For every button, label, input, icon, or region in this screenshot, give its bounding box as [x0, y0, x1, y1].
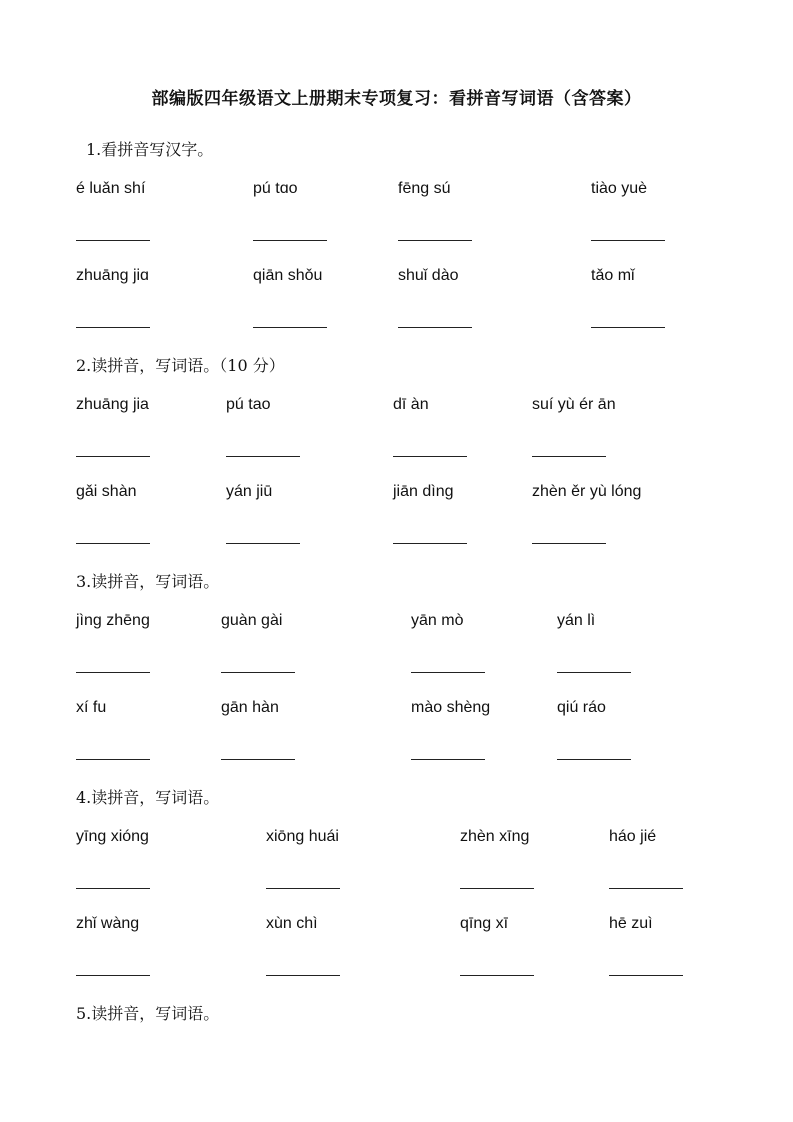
pinyin-item: mào shèng	[411, 699, 491, 716]
answer-blank[interactable]	[557, 759, 631, 760]
answer-blank[interactable]	[557, 672, 631, 673]
pinyin-item: suí yù ér ān	[532, 396, 616, 413]
pinyin-item: qīng xī	[460, 915, 509, 932]
pinyin-item: tiào yuè	[591, 180, 648, 197]
answer-blank[interactable]	[76, 327, 150, 328]
answer-blank[interactable]	[398, 327, 472, 328]
pinyin-item: xí fu	[76, 699, 107, 716]
answer-blank[interactable]	[76, 672, 150, 673]
pinyin-item: yán jiū	[226, 483, 273, 500]
pinyin-item: yān mò	[411, 612, 464, 629]
pinyin-item: gǎi shàn	[76, 483, 137, 500]
pinyin-item: pú tao	[226, 396, 271, 413]
answer-blank[interactable]	[221, 759, 295, 760]
answer-blank[interactable]	[460, 975, 534, 976]
section-2-heading: 2.读拼音，写词语。（10 分）	[76, 356, 285, 375]
answer-blank[interactable]	[76, 240, 150, 241]
pinyin-item: xiōng huái	[266, 828, 339, 845]
pinyin-item: yīng xióng	[76, 828, 149, 845]
pinyin-item: fēng sú	[398, 180, 451, 197]
answer-blank[interactable]	[76, 975, 150, 976]
pinyin-item: tǎo mǐ	[591, 267, 635, 284]
pinyin-item: yán lì	[557, 612, 596, 629]
answer-blank[interactable]	[253, 327, 327, 328]
answer-blank[interactable]	[532, 456, 606, 457]
pinyin-item: é luǎn shí	[76, 180, 146, 197]
pinyin-item: zhèn ěr yù lóng	[532, 483, 642, 500]
answer-blank[interactable]	[76, 888, 150, 889]
section-4-heading: 4.读拼音，写词语。	[76, 788, 220, 807]
answer-blank[interactable]	[266, 975, 340, 976]
section-3-heading: 3.读拼音，写词语。	[76, 572, 220, 591]
answer-blank[interactable]	[411, 672, 485, 673]
answer-blank[interactable]	[226, 456, 300, 457]
pinyin-item: zhuāng jiɑ	[76, 267, 149, 284]
pinyin-item: dī àn	[393, 396, 429, 413]
answer-blank[interactable]	[609, 975, 683, 976]
pinyin-item: pú tɑo	[253, 180, 298, 197]
pinyin-item: gān hàn	[221, 699, 279, 716]
pinyin-item: zhǐ wàng	[76, 915, 140, 932]
answer-blank[interactable]	[393, 456, 467, 457]
pinyin-item: qiān shǒu	[253, 267, 323, 284]
section-5-heading: 5.读拼音，写词语。	[76, 1004, 220, 1023]
answer-blank[interactable]	[411, 759, 485, 760]
answer-blank[interactable]	[253, 240, 327, 241]
pinyin-item: háo jié	[609, 828, 657, 845]
pinyin-item: jiān dìng	[393, 483, 454, 500]
answer-blank[interactable]	[609, 888, 683, 889]
pinyin-item: zhuāng jia	[76, 396, 149, 413]
answer-blank[interactable]	[76, 543, 150, 544]
pinyin-item: xùn chì	[266, 915, 318, 932]
section-1-heading: 1.看拼音写汉字。	[86, 140, 214, 159]
answer-blank[interactable]	[591, 327, 665, 328]
answer-blank[interactable]	[591, 240, 665, 241]
pinyin-item: zhèn xīng	[460, 828, 530, 845]
answer-blank[interactable]	[393, 543, 467, 544]
answer-blank[interactable]	[398, 240, 472, 241]
document-title: 部编版四年级语文上册期末专项复习：看拼音写词语（含答案）	[151, 89, 642, 109]
answer-blank[interactable]	[460, 888, 534, 889]
pinyin-item: qiú ráo	[557, 699, 606, 716]
answer-blank[interactable]	[532, 543, 606, 544]
answer-blank[interactable]	[76, 759, 150, 760]
answer-blank[interactable]	[221, 672, 295, 673]
pinyin-item: jìng zhēng	[76, 612, 150, 629]
pinyin-item: hē zuì	[609, 915, 653, 932]
answer-blank[interactable]	[226, 543, 300, 544]
answer-blank[interactable]	[266, 888, 340, 889]
answer-blank[interactable]	[76, 456, 150, 457]
pinyin-item: guàn gài	[221, 612, 283, 629]
pinyin-item: shuǐ dào	[398, 267, 459, 284]
